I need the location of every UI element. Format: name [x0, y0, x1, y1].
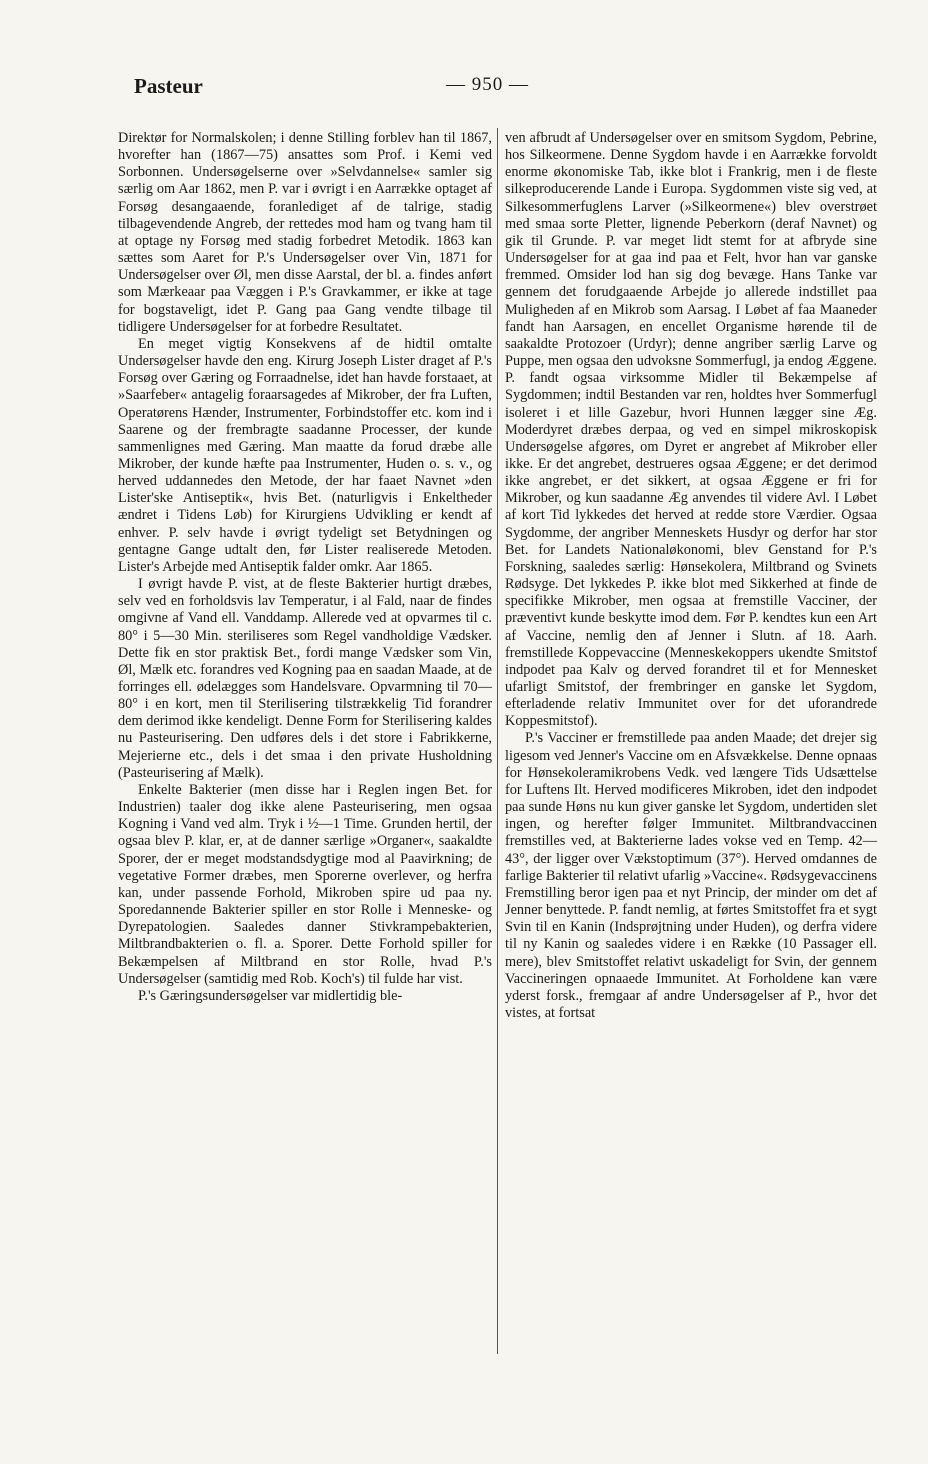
paragraph: ven afbrudt af Undersøgelser over en smitsom Sygdom, Pebrine, hos Silkeormene. Denne Sygdom havde i en Aarrække forvoldt enorme økonomiske Tab, ikke blot i Frankrig, men i de fleste silkeproducerende Lande i Europa. Sygdommen viste sig ved, at Silkesommerfuglens Larver (»Silkeormene«) blev overstrøet med smaa sorte Pletter, lignende Peberkorn (deraf Navnet) og gik til Grunde. P. var meget lidt stemt for at afbryde sine Undersøgelser for at gaa ind paa et Felt, hvor han var ganske fremmed. Omsider lod han sig dog bevæge. Hans Tanke var gennem det forudgaaende Arbejde jo allerede indstillet paa Muligheden af en Mikrob som Aarsag. I Løbet af faa Maaneder fandt han Aarsagen, en encellet Organisme hørende til de saakaldte Protozoer (Urdyr); denne angriber særlig Larve og Puppe, men ogsaa den udvoksne Sommerfugl, ja endog Æggene. P. fandt ogsaa virksomme Midler til Bekæmpelse af Sygdommen; indtil Bestanden var ren, holdtes hver Sommerfugl isoleret i et lille Gazebur, hvori Hunnen lægger sine Æg. Moderdyret dræbes derpaa, og ved en simpel mikroskopisk Undersøgelse afgøres, om Dyret er angrebet af Mikrober eller ikke. Er det angrebet, destrueres ogsaa Æggene; er det derimod ikke angrebet, er det sikkert, at ogsaa Æggene er fri for Mikrober, og kun saadanne Æg anvendes til videre Avl. I Løbet af kort Tid lykkedes det herved at redde store Værdier. Ogsaa Sygdomme, der angriber Menneskets Husdyr og derfor har stor Bet. for Landets Nationaløkonomi, blev Genstand for P.'s Forskning, saaledes særlig: Hønsekolera, Miltbrand og Svinets Rødsyge. Det lykkedes P. ikke blot med Sikkerhed at finde de specifikke Mikrober, men ogsaa at fremstille Vacciner, der præventivt kunde beskytte imod dem. Før P. kendtes kun een Art af Vaccine, nemlig den af Jenner i Slutn. af 18. Aarh. fremstillede Koppevaccine (Menneskekoppers ukendte Smitstof indpodet paa Kalv og derved forandret til et for Mennesket ufarligt Smitstof, der frembringer en ganske let Sygdom, efterladende relativ Immunitet over for det uforandrede Koppesmitstof). [505, 130, 877, 730]
running-title: Pasteur [134, 74, 203, 98]
column-divider [497, 128, 498, 1354]
paragraph: I øvrigt havde P. vist, at de fleste Bakterier hurtigt dræbes, selv ved en forholdsvis lav Temperatur, i al Fald, naar de findes omgivne af Vand ell. Vanddamp. Allerede ved at opvarmes til c. 80° i 5—30 Min. steriliseres som Regel vandholdige Vædsker. Dette fik en stor praktisk Bet., fordi mange Vædsker som Vin, Øl, Mælk etc. forandres ved Kogning paa en saadan Maade, at de forringes ell. ødelægges som Handelsvare. Opvarmning til 70—80° i en kort, men til Sterilisering tilstrækkelig Tid forandrer dem derimod ikke kendeligt. Denne Form for Sterilisering kaldes nu Pasteurisering. Den udføres dels i det store i Fabrikkerne, Mejerierne etc., dels i det smaa i den private Husholdning (Pasteurisering af Mælk). [118, 576, 492, 781]
paragraph: Direktør for Normalskolen; i denne Stilling forblev han til 1867, hvorefter han (1867—75) ansattes som Prof. i Kemi ved Sorbonnen. Undersøgelserne over »Selvdannelse« samler sig særlig om Aar 1862, men P. var i øvrigt i en Aarrække optaget af Forsøg desangaaende, foranlediget af de talrige, stadig tilbagevendende Angreb, der rettedes mod ham og tvang ham til at optage ny Forsøg med stadig forbedret Metodik. 1863 kan sættes som Aaret for P.'s Undersøgelser over Vin, 1871 for Undersøgelser over Øl, men disse Aarstal, der bl. a. findes anført som Mærkeaar paa Væggen i P.'s Gravkammer, er ikke at tage for bogstaveligt, idet P. Gang paa Gang vendte tilbage til tidligere Undersøgelser for at forbedre Resultatet. [118, 130, 492, 335]
paragraph: Enkelte Bakterier (men disse har i Reglen ingen Bet. for Industrien) taaler dog ikke alene Pasteurisering, men ogsaa Kogning i Vand ved alm. Tryk i ½—1 Time. Grunden hertil, der ogsaa blev P. klar, er, at de danner særlige »Organer«, saakaldte Sporer, der er meget modstandsdygtige mod al Paavirkning; de vegetative Former dræbes, men Sporerne overlever, og herfra kan, under passende Forhold, Mikroben spire ud paa ny. Sporedannende Bakterier spiller en stor Rolle i Menneske- og Dyrepatologien. Saaledes danner Stivkrampebakterien, Miltbrandbakterien o. fl. a. Sporer. Dette Forhold spiller for Bekæmpelsen af Miltbrand en stor Rolle, hvad P.'s Undersøgelser (samtidig med Rob. Koch's) til fulde har vist. [118, 781, 492, 987]
paragraph: P.'s Vacciner er fremstillede paa anden Maade; det drejer sig ligesom ved Jenner's Vaccine om en Afsvækkelse. Denne opnaas for Hønsekoleramikrobens Vedk. ved længere Tids Udsættelse for Luftens Ilt. Herved modificeres Mikroben, idet den indpodet paa sunde Høns nu kun giver ganske let Sygdom, undertiden slet ingen, og herefter følger Immunitet. Miltbrandvaccinen fremstilles ved, at Bakterierne lades vokse ved en Temp. 42—43°, der ligger over Vækstoptimum (37°). Herved omdannes de farlige Bakterier til relativt ufarlig »Vaccine«. Rødsygevaccinens Fremstilling beror igen paa et nyt Princip, der minder om det af Jenner benyttede. P. fandt nemlig, at førtes Smitstoffet fra et sygt Svin til en Kanin (Indsprøjtning under Huden), og derfra videre til ny Kanin og saaledes videre i en Række (10 Passager ell. mere), blev Smitstoffet relativt uskadeligt for Svin, der gennem Vaccineringen opnaaede Immunitet. At Forholdene kan være yderst forsk., fremgaar af andre Undersøgelser af P., hvor det vistes, at fortsat [505, 730, 877, 1021]
paragraph: P.'s Gæringsundersøgelser var midlertidig ble- [138, 987, 403, 1004]
page-header [134, 74, 886, 106]
paragraph: En meget vigtig Konsekvens af de hidtil omtalte Undersøgelser havde den eng. Kirurg Joseph Lister draget af P.'s Forsøg over Gæring og Forraadnelse, idet han havde forstaaet, at »Saarfeber« antagelig foraarsagedes af Mikrober, der fra Luften, Operatørens Hænder, Instrumenter, Forbindstoffer etc. kom ind i Saarene og der frembragte saadanne Processer, der kunde sammenlignes med Gæring. Man maatte da forud dræbe alle Mikrober, der kunde hæfte paa Instrumenter, Huden o. s. v., og herved uddannedes den Metode, der har faaet Navnet »den Lister'ske Antiseptik«, hvis Bet. (naturligvis i Enkeltheder ændret i Tidens Løb) for Kirurgiens Udvikling er kendt af enhver. P. selv havde i øvrigt tydeligt set Betydningen og gentagne Gange udtalt den, før Lister realiserede Metoden. Lister's Arbejde med Antiseptik falder omkr. Aar 1865. [118, 335, 492, 575]
left-column [118, 130, 492, 1005]
right-column [505, 130, 877, 1022]
page-number: — 950 — [446, 74, 529, 95]
